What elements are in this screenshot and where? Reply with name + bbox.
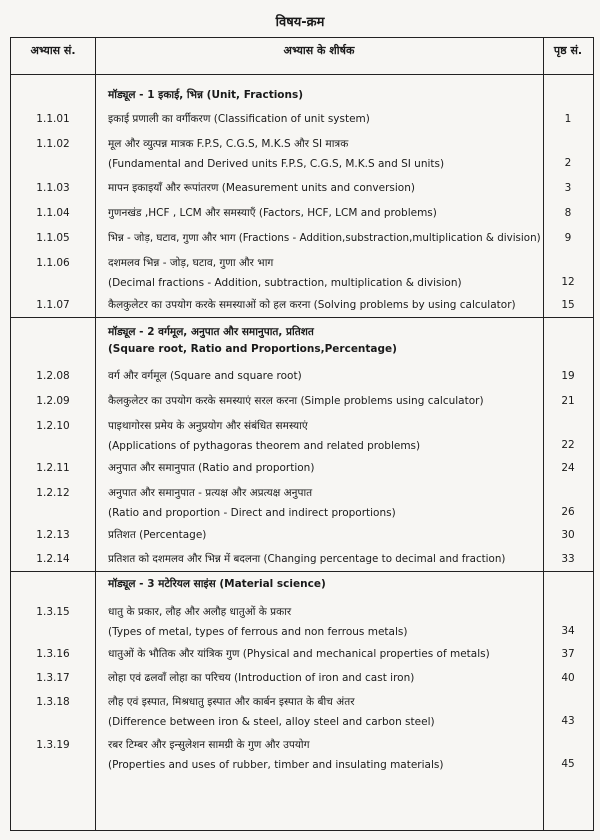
exercise-title: (Applications of pythagoras theorem and related problems) (108, 440, 421, 452)
page-number: 30 (561, 529, 575, 541)
exercise-number: 1.1.02 (36, 138, 70, 150)
page-number: 21 (561, 395, 575, 407)
exercise-title: अनुपात और समानुपात (Ratio and proportion) (108, 462, 315, 474)
exercise-number: 1.2.11 (36, 462, 70, 474)
exercise-number: 1.3.18 (36, 696, 70, 708)
column-divider (95, 38, 96, 830)
table-header (11, 38, 593, 75)
header-exercise-no: अभ्यास सं. (30, 44, 76, 57)
exercise-title: प्रतिशत (Percentage) (108, 529, 207, 541)
module-heading (108, 324, 397, 358)
exercise-title: (Ratio and proportion - Direct and indirect proportions) (108, 507, 396, 519)
page-number: 22 (561, 439, 575, 451)
exercise-number: 1.2.13 (36, 529, 70, 541)
exercise-number: 1.1.04 (36, 207, 70, 219)
exercise-title: (Fundamental and Derived units F.P.S, C.G.S, M.K.S and SI units) (108, 158, 445, 170)
page-number: 34 (561, 625, 575, 637)
exercise-title: धातु के प्रकार, लौह और अलौह धातुओं के प्रकार (108, 606, 292, 618)
page-number: 26 (561, 506, 575, 518)
exercise-title: अनुपात और समानुपात - प्रत्यक्ष और अप्रत्यक्ष अनुपात (108, 487, 313, 499)
exercise-number: 1.2.14 (36, 553, 70, 565)
module-heading (108, 576, 326, 593)
page-number: 43 (561, 715, 575, 727)
header-exercise-title: अभ्यास के शीर्षक (283, 44, 355, 57)
page-number: 24 (561, 462, 575, 474)
exercise-title: दशमलव भिन्न - जोड़, घटाव, गुणा और भाग (108, 257, 274, 269)
exercise-number: 1.3.19 (36, 739, 70, 751)
exercise-number: 1.2.10 (36, 420, 70, 432)
exercise-title: पाइथागोरस प्रमेय के अनुप्रयोग और संबंधित समस्याएं (108, 420, 308, 432)
header-page-no: पृष्ठ सं. (553, 44, 583, 57)
exercise-number: 1.3.15 (36, 606, 70, 618)
page-title: विषय-क्रम (275, 15, 325, 30)
page-number: 8 (564, 207, 572, 219)
exercise-number: 1.1.07 (36, 299, 70, 311)
exercise-title: (Difference between iron & steel, alloy steel and carbon steel) (108, 716, 435, 728)
page-number: 40 (561, 672, 575, 684)
exercise-title: मूल और व्युत्पन्न मात्रक F.P.S, C.G.S, M.K.S और SI मात्रक (108, 138, 349, 150)
page-number: 9 (564, 232, 572, 244)
exercise-title: भिन्न - जोड़, घटाव, गुणा और भाग (Fractions - Addition,substraction,multiplication & division) (108, 232, 541, 244)
page-number: 33 (561, 553, 575, 565)
toc-table (10, 37, 594, 831)
exercise-title: इकाई प्रणाली का वर्गीकरण (Classification of unit system) (108, 113, 370, 125)
module-divider (11, 571, 593, 572)
exercise-number: 1.2.09 (36, 395, 70, 407)
exercise-number: 1.2.08 (36, 370, 70, 382)
exercise-title: (Types of metal, types of ferrous and non ferrous metals) (108, 626, 408, 638)
module-title-line: (Square root, Ratio and Proportions,Percentage) (108, 343, 397, 355)
exercise-title: धातुओं के भौतिक और यांत्रिक गुण (Physical and mechanical properties of metals) (108, 648, 490, 660)
module-title-line: मॉड्यूल - 1 इकाई, भिन्न (Unit, Fractions) (108, 89, 304, 101)
module-divider (11, 317, 593, 318)
exercise-number: 1.3.16 (36, 648, 70, 660)
exercise-title: लोहा एवं ढलवाँ लोहा का परिचय (Introduction of iron and cast iron) (108, 672, 415, 684)
exercise-number: 1.2.12 (36, 487, 70, 499)
module-title-line: मॉड्यूल - 2 वर्गमूल, अनुपात और समानुपात, प्रतिशत (108, 326, 314, 338)
module-title-line: मॉड्यूल - 3 मटेरियल साइंस (Material science) (108, 578, 326, 590)
exercise-title: कैलकुलेटर का उपयोग करके समस्याएं सरल करना (Simple problems using calculator) (108, 395, 484, 407)
exercise-number: 1.3.17 (36, 672, 70, 684)
exercise-title: रबर टिम्बर और इन्सुलेशन सामग्री के गुण और उपयोग (108, 739, 310, 751)
page-number: 3 (564, 182, 572, 194)
exercise-title: मापन इकाइयाँ और रूपांतरण (Measurement units and conversion) (108, 182, 415, 194)
exercise-title: कैलकुलेटर का उपयोग करके समस्याओं को हल करना (Solving problems by using calculator) (108, 299, 516, 311)
page-number: 1 (564, 113, 572, 125)
exercise-title: गुणनखंड ,HCF , LCM और समस्याएँ (Factors, HCF, LCM and problems) (108, 207, 437, 219)
exercise-title: (Decimal fractions - Addition, subtraction, multiplication & division) (108, 277, 462, 289)
page-number: 37 (561, 648, 575, 660)
exercise-number: 1.1.05 (36, 232, 70, 244)
exercise-title: लौह एवं इस्पात, मिश्रधातु इस्पात और कार्बन इस्पात के बीच अंतर (108, 696, 355, 708)
exercise-number: 1.1.03 (36, 182, 70, 194)
exercise-number: 1.1.01 (36, 113, 70, 125)
page-number: 12 (561, 276, 575, 288)
module-heading (108, 87, 303, 104)
exercise-title: (Properties and uses of rubber, timber and insulating materials) (108, 759, 444, 771)
page-number: 2 (564, 157, 572, 169)
exercise-title: प्रतिशत को दशमलव और भिन्न में बदलना (Changing percentage to decimal and fraction) (108, 553, 506, 565)
page-number: 15 (561, 299, 575, 311)
exercise-title: वर्ग और वर्गमूल (Square and square root) (108, 370, 302, 382)
page-number: 19 (561, 370, 575, 382)
exercise-number: 1.1.06 (36, 257, 70, 269)
page-number: 45 (561, 758, 575, 770)
